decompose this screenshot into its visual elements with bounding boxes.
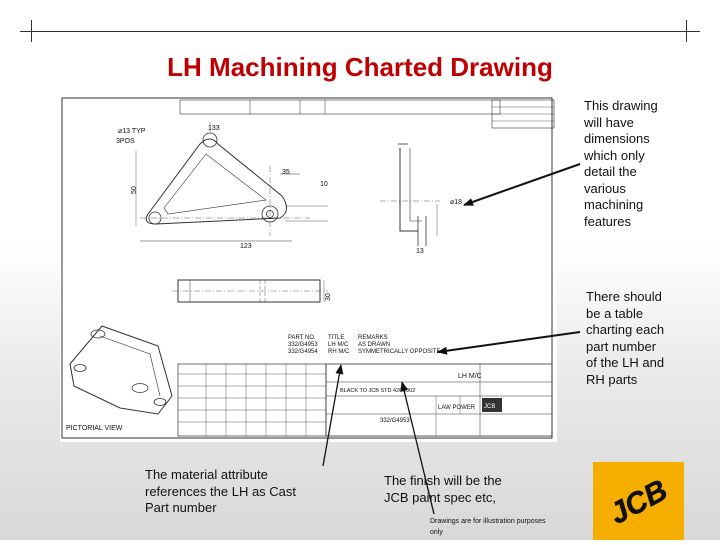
chart-header: PART NO. <box>288 335 316 341</box>
chart-cell: 332/G4953 <box>288 342 318 348</box>
disclaimer: Drawings are for illustration purposes only <box>430 518 546 536</box>
side-note-dimensions: This drawing will have dimensions which only detail the various machining features <box>584 98 658 229</box>
logo-text: JCB <box>604 473 673 531</box>
chart-cell: 332/G4954 <box>288 349 318 355</box>
dim-35: 35 <box>282 169 290 176</box>
chart-header: REMARKS <box>358 335 388 341</box>
chart-cell: AS DRAWN <box>358 342 391 348</box>
caption-material: The material attribute references the LH as Cast Part number <box>145 467 297 515</box>
arrow-to-dimensions <box>464 164 580 205</box>
arrow-to-chart <box>438 332 580 352</box>
caption-finish: The finish will be the JCB paint spec etc, <box>384 473 502 505</box>
jcb-logo-mark <box>593 462 684 540</box>
chart-cell: RH M/C <box>328 349 350 355</box>
chart-cell: LH M/C <box>328 342 349 348</box>
hole-pos-note: 3POS <box>116 138 135 145</box>
title-block-brand: JCB <box>484 404 496 410</box>
company-name: LAW POWER <box>438 405 476 411</box>
arrow-to-material <box>323 365 341 466</box>
dim-30: 30 <box>325 293 332 301</box>
pictorial-view-label: PICTORIAL VIEW <box>66 425 123 432</box>
dim-133: 133 <box>208 125 220 132</box>
jcb-logo <box>593 462 684 540</box>
title-block-title: LH M/C <box>458 373 482 380</box>
finish-spec: BLACK TO JCB STD 4209D02 <box>340 388 416 394</box>
slide-title: LH Machining Charted Drawing <box>167 52 553 82</box>
hole-note: ⌀13 TYP <box>118 128 146 135</box>
dim-50: 50 <box>131 186 138 194</box>
dim-13: 13 <box>416 248 424 255</box>
dim-10: 10 <box>320 181 328 188</box>
chart-header: TITLE <box>328 335 345 341</box>
dim-123: 123 <box>240 243 252 250</box>
side-note-table: There should be a table charting each part number of the LH and RH parts <box>586 289 665 387</box>
dim-18: ⌀18 <box>450 199 463 206</box>
chart-cell: SYMMETRICALLY OPPOSITE <box>358 349 441 355</box>
drawing-number: 332/G4953 <box>380 418 410 424</box>
